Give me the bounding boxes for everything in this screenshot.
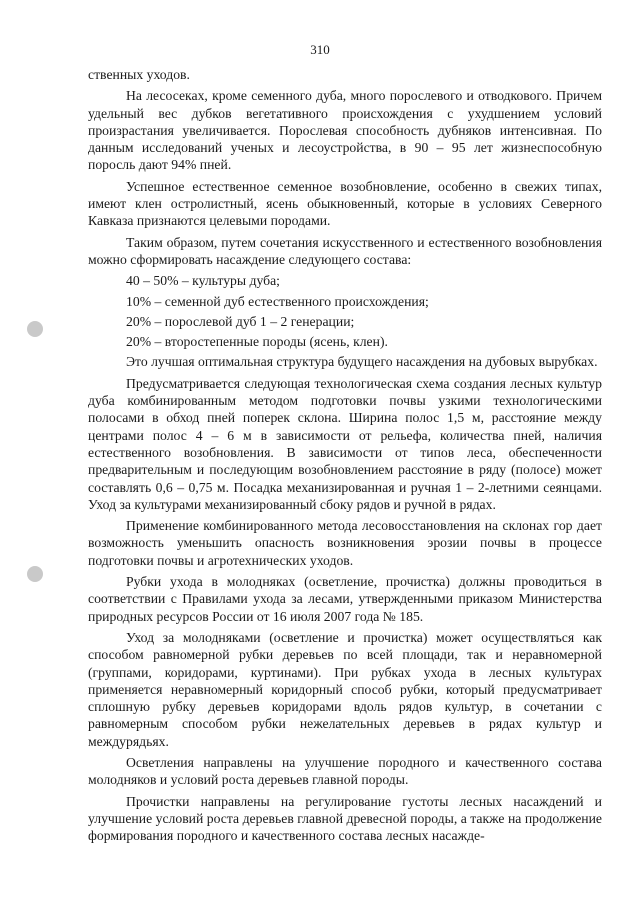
page-body <box>88 66 602 848</box>
paragraph: ственных уходов. <box>88 67 190 82</box>
list-item: 20% – порослевой дуб 1 – 2 генерации; <box>126 313 355 329</box>
punch-hole-upper <box>27 321 43 337</box>
list-item: 10% – семенной дуб естественного происхождения; <box>126 293 429 309</box>
paragraph: Успешное естественное семенное возобновление, особенно в свежих типах, имеют клен остролистный, ясень обыкновенный, которые в условиях Северного Кавказа признаются целевыми породами. <box>88 178 602 229</box>
paragraph: Предусматривается следующая технологическая схема создания лесных культур дуба комбинированным методом подготовки почвы узкими технологическими полосами в обход пней поперек склона. Ширина полос 1,5 м, расстояние между центрами полос 4 – 6 м в зависимости от рельефа, количества пней, наличия естественного возобновления. В зависимости от типов леса, обеспеченности предварительным и последующим возобновлением расстояние в ряду (полосе) может составлять 0,6 – 0,75 м. Посадка механизированная и ручная 1 – 2-летними сеянцами. Уход за культурами механизированный сбоку рядов и ручной в рядах. <box>88 375 602 512</box>
list-item: 20% – второстепенные породы (ясень, клен). <box>126 334 388 350</box>
paragraph: Рубки ухода в молодняках (осветление, прочистка) должны проводиться в соответствии с Правилами ухода за лесами, утвержденными приказом Министерства природных ресурсов России от 16 июля 2007 года № 185. <box>88 574 602 624</box>
paragraph: Прочистки направлены на регулирование густоты лесных насаждений и улучшение условий роста деревьев главной древесной породы, а также на продолжение формирования породного и качественного состава лесных насажде- <box>88 793 602 844</box>
paragraph: Применение комбинированного метода лесовосстановления на склонах гор дает возможность уменьшить опасность возникновения эрозии почвы в процессе подготовки почвы и агротехнических уходов. <box>88 518 602 568</box>
paragraph: Уход за молодняками (осветление и прочистка) может осуществляться как способом равномерной рубки деревьев по всей площади, так и неравномерной (группами, коридорами, куртинами). При рубках ухода в лесных культурах применяется неравномерный коридорный способ рубки, который предусматривает сплошную рубку деревьев коридорами вдоль рядов культур, в сочетании с равномерным способом рубки нежелательных деревьев в рядах культур и междурядьях. <box>88 629 602 749</box>
punch-hole-lower <box>27 566 43 582</box>
paragraph: Таким образом, путем сочетания искусственного и естественного возобновления можно сформировать насаждение следующего состава: <box>88 234 602 267</box>
paragraph: На лесосеках, кроме семенного дуба, много порослевого и отводкового. Причем удельный вес дубков вегетативного происхождения с ухудшением условий произрастания увеличивается. Порослевая способность дубняков интенсивная. По данным исследований ученых и лесоустройства, в 90 – 95 лет жизнеспособную поросль дают 94% пней. <box>88 88 602 173</box>
page-number: 310 <box>310 42 330 57</box>
paragraph: Осветления направлены на улучшение породного и качественного состава молодняков и условий роста деревьев главной породы. <box>88 754 602 788</box>
list-item: 40 – 50% – культуры дуба; <box>126 273 280 289</box>
paragraph: Это лучшая оптимальная структура будущего насаждения на дубовых вырубках. <box>126 354 598 370</box>
